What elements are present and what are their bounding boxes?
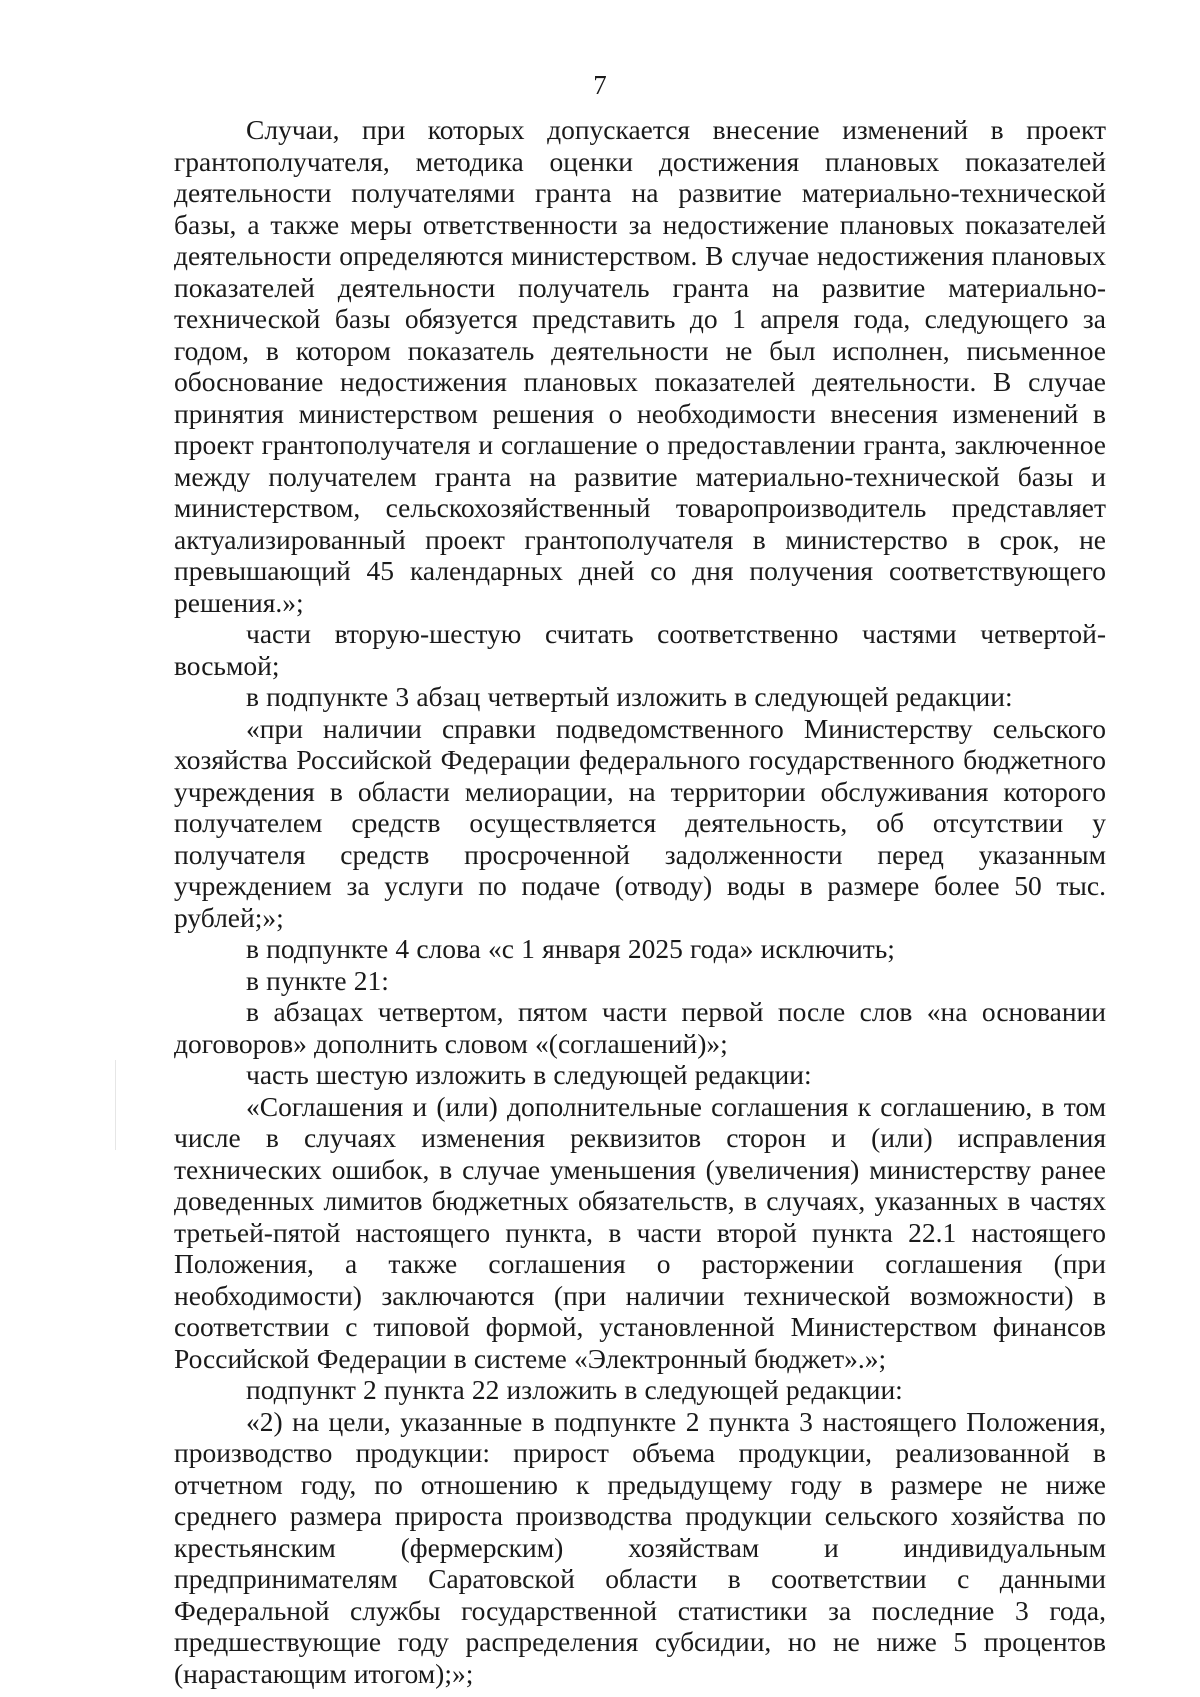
paragraph-agreements-text: «Соглашения и (или) дополнительные соглашения к соглашению, в том числе в случаях изменения реквизитов сторон и (или) исправления технических ошибок, в случае уменьшения (увеличения) министерству ранее доведенных лимитов бюджетных обязательств, в случаях, указанных в частях третьей-пятой настоящего пункта, в части второй пункта 22.1 настоящего Положения, а также соглашения о расторжении соглашения (при необходимости) заключаются (при наличии технической возможности) в соответствии с типовой формой, установленной Министерством финансов Российской Федерации в системе «Электронный бюджет».»;: [174, 1090, 1106, 1374]
paragraph-melioration-certificate: «при наличии справки подведомственного Министерству сельского хозяйства Российской Федерации федерального государственного бюджетного учреждения в области мелиорации, на территории обслуживания которого получателем средств осуществляется деятельность, об отсутствии у получателя средств просроченной задолженности перед указанным учреждением за услуги по подаче (отводу) воды в размере более 50 тыс. рублей;»;: [174, 712, 1106, 933]
paragraph-item-22-intro: подпункт 2 пункта 22 изложить в следующей редакции:: [246, 1374, 903, 1405]
paragraph-subitem-4: в подпункте 4 слова «с 1 января 2025 года» исключить;: [246, 933, 895, 964]
paragraph-parts-renumber: части вторую-шестую считать соответственно частями четвертой-восьмой;: [174, 618, 1106, 681]
paragraph-subitem-3-intro: в подпункте 3 абзац четвертый изложить в следующей редакции:: [246, 681, 1013, 712]
paragraph-item-21: в пункте 21:: [246, 964, 389, 996]
paragraph-grant-changes: Случаи, при которых допускается внесение изменений в проект грантополучателя, методика оценки достижения плановых показателей деятельности получателями гранта на развитие материально-технической базы, а также меры ответственности за недостижение плановых показателей деятельности определяются министерством. В случае недостижения плановых показателей деятельности получатель гранта на развитие материально-технической базы обязуется представить до 1 апреля года, следующего за годом, в котором показатель деятельности не был исполнен, письменное обоснование недостижения плановых показателей деятельности. В случае принятия министерством решения о необходимости внесения изменений в проект грантополучателя и соглашение о предоставлении гранта, заключенное между получателем гранта на развитие материально-технической базы и министерством, сельскохозяйственный товаропроизводитель представляет актуализированный проект грантополучателя в министерство в срок, не превышающий 45 календарных дней со дня получения соответствующего решения.»;: [174, 114, 1106, 618]
paragraph-production-growth: «2) на цели, указанные в подпункте 2 пункта 3 настоящего Положения, производство продукции: прирост объема продукции, реализованной в отчетном году, по отношению к предыдущему году в размере не ниже среднего размера прироста производства продукции сельского хозяйства по крестьянским (фермерским) хозяйствам и индивидуальным предпринимателям Саратовской области в соответствии с данными Федеральной службы государственной статистики за последние 3 года, предшествующие году распределения субсидии, но не ниже 5 процентов (нарастающим итогом);»;: [174, 1405, 1106, 1689]
document-body: [174, 114, 1106, 1689]
page-number: 7: [593, 70, 607, 100]
paragraph-part-six-intro: часть шестую изложить в следующей редакции:: [246, 1059, 812, 1090]
paragraph-agreements-word: в абзацах четвертом, пятом части первой после слов «на основании договоров» дополнить словом «(соглашений)»;: [174, 996, 1106, 1059]
scan-artifact-line: [115, 1060, 116, 1150]
